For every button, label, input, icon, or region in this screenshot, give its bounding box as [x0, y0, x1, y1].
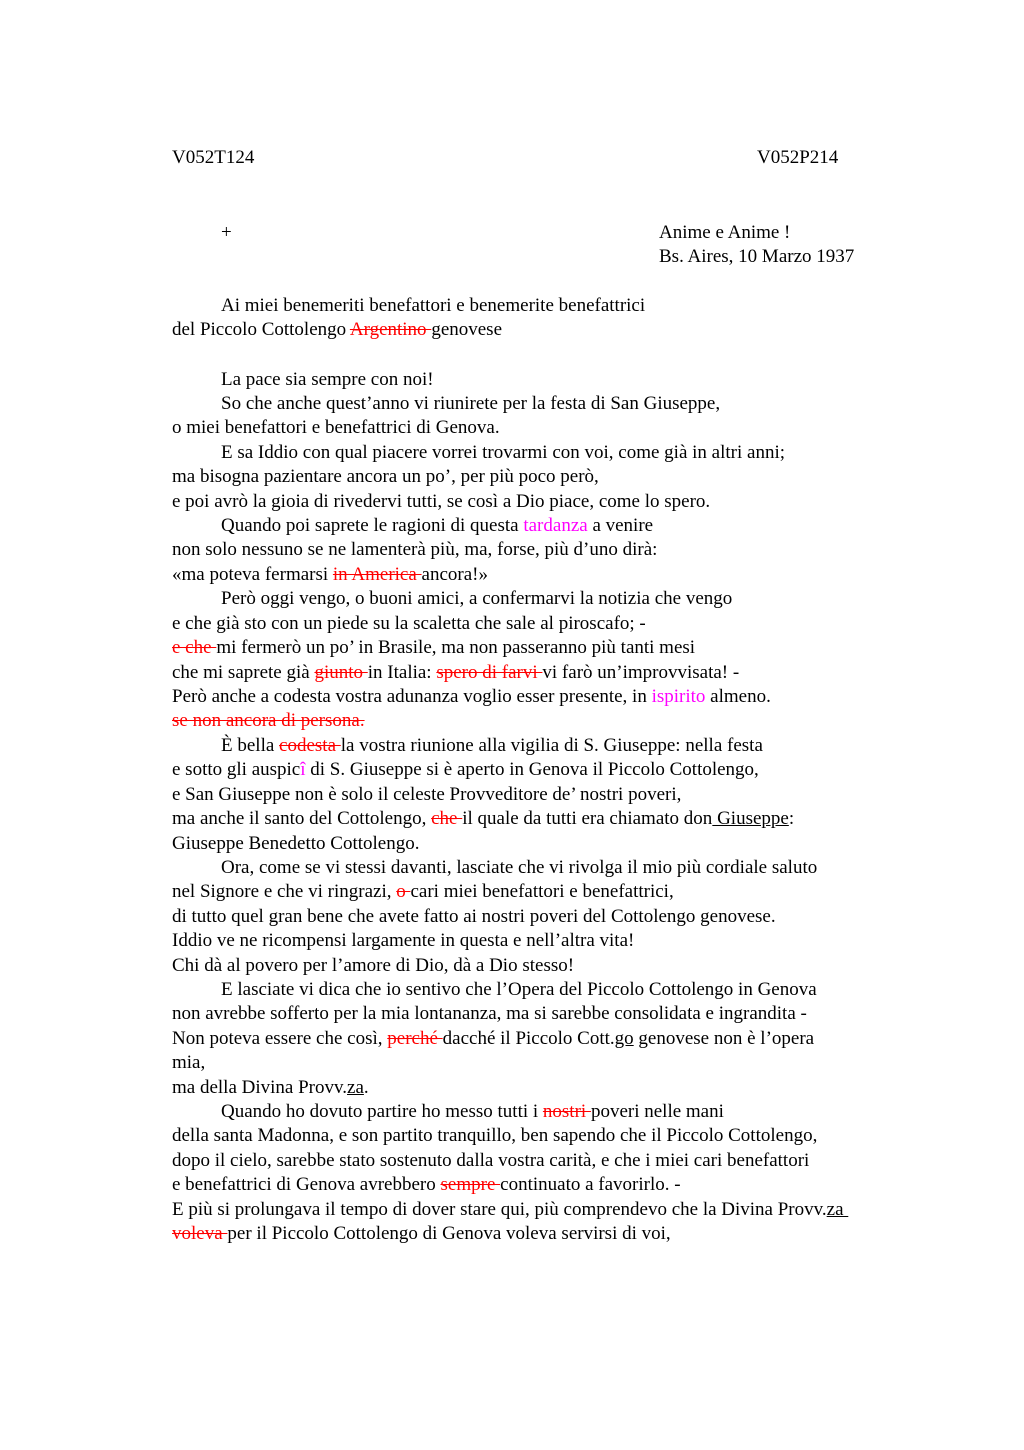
document-code-left: V052T124: [172, 147, 255, 168]
underlined-text: za: [347, 1077, 364, 1098]
text-segment: e benefattrici di Genova avrebbero: [172, 1174, 441, 1195]
place-date: Bs. Aires, 10 Marzo 1937: [659, 246, 855, 267]
body-line: Chi dà al povero per l’amore di Dio, dà a Dio stesso!: [172, 955, 575, 976]
body-line: dopo il cielo, sarebbe stato sostenuto dalla vostra carità, e che i miei cari benefattori: [172, 1150, 810, 1171]
text-segment: almeno.: [705, 686, 771, 707]
text-segment: genovese non è l’opera: [633, 1028, 815, 1049]
underlined-text: go: [614, 1028, 634, 1049]
text-segment: .: [363, 1077, 369, 1098]
body-line: ma bisogna pazientare ancora un po’, per più poco però,: [172, 466, 599, 487]
body-line: [221, 514, 653, 538]
letter-title: Anime e Anime !: [659, 222, 791, 243]
deleted-text: giunto: [314, 662, 368, 683]
text-segment: del Piccolo Cottolengo: [172, 319, 350, 340]
text-segment: che mi saprete già: [172, 662, 315, 683]
highlighted-text: î: [300, 759, 306, 780]
body-line: di tutto quel gran bene che avete fatto ai nostri poveri del Cottolengo genovese.: [172, 906, 776, 927]
body-line: [172, 807, 794, 831]
text-segment: la vostra riunione alla vigilia di S. Giuseppe: nella festa: [340, 735, 763, 756]
deleted-text: spero di farvi: [436, 662, 543, 683]
text-segment: È bella: [221, 735, 280, 756]
deleted-text: in America: [332, 564, 422, 585]
document-code-right: V052P214: [757, 147, 839, 168]
body-line: mia,: [172, 1052, 206, 1073]
text-segment: ancora!»: [421, 564, 489, 585]
body-line: [172, 661, 739, 685]
text-segment: dacché il Piccolo Cott.: [442, 1028, 615, 1049]
text-segment: di S. Giuseppe si è aperto in Genova il Piccolo Cottolengo,: [305, 759, 759, 780]
body-line: non avrebbe sofferto per la mia lontananza, ma si sarebbe consolidata e ingrandita -: [172, 1003, 807, 1024]
text-segment: in Italia:: [367, 662, 437, 683]
text-segment: ma anche il santo del Cottolengo,: [172, 808, 432, 829]
deleted-text: che: [431, 808, 463, 829]
text-segment: continuato a favorirlo. -: [500, 1174, 681, 1195]
body-line: La pace sia sempre con noi!: [221, 369, 434, 390]
text-segment: :: [788, 808, 795, 829]
text-segment: «ma poteva fermarsi: [172, 564, 333, 585]
text-segment: e sotto gli auspic: [172, 759, 301, 780]
text-segment: mi fermerò un po’ in Brasile, ma non passeranno più tanti mesi: [216, 637, 696, 658]
cross-symbol: +: [221, 222, 232, 243]
body-line: e che già sto con un piede su la scaletta che sale al piroscafo; -: [172, 613, 646, 634]
highlighted-text: tardanza: [523, 515, 588, 536]
deleted-text: voleva: [172, 1223, 228, 1244]
deleted-text: sempre: [440, 1174, 501, 1195]
text-segment: poveri nelle mani: [590, 1101, 724, 1122]
body-line: Iddio ve ne ricompensi largamente in questa e nell’altra vita!: [172, 930, 635, 951]
body-line: e San Giuseppe non è solo il celeste Provveditore de’ nostri poveri,: [172, 784, 682, 805]
text-segment: nel Signore e che vi ringrazi,: [172, 881, 397, 902]
body-line: e poi avrò la gioia di rivedervi tutti, se così a Dio piace, come lo spero.: [172, 491, 711, 512]
text-segment: genovese: [431, 319, 503, 340]
underlined-text: Giuseppe: [712, 808, 789, 829]
text-segment: Quando ho dovuto partire ho messo tutti i: [221, 1101, 543, 1122]
text-segment: Però anche a codesta vostra adunanza voglio esser presente, in: [172, 686, 652, 707]
text-segment: ma della Divina Provv.: [172, 1077, 348, 1098]
text-segment: per il Piccolo Cottolengo di Genova voleva servirsi di voi,: [227, 1223, 671, 1244]
text-segment: Quando poi saprete le ragioni di questa: [221, 515, 524, 536]
body-line: Però oggi vengo, o buoni amici, a confermarvi la notizia che vengo: [221, 588, 733, 609]
body-line: [172, 1198, 848, 1222]
body-line: Ora, come se vi stessi davanti, lasciate che vi rivolga il mio più cordiale saluto: [221, 857, 818, 878]
body-line: non solo nessuno se ne lamenterà più, ma, forse, più d’uno dirà:: [172, 539, 658, 560]
body-line: della santa Madonna, e son partito tranquillo, ben sapendo che il Piccolo Cottolengo,: [172, 1125, 818, 1146]
text-segment: il quale da tutti era chiamato don: [462, 808, 713, 829]
body-line: [172, 636, 695, 660]
body-line: [172, 1222, 671, 1246]
body-line: [172, 685, 771, 709]
body-line: o miei benefattori e benefattrici di Genova.: [172, 417, 500, 438]
deleted-text: codesta: [279, 735, 341, 756]
deleted-text: o: [396, 881, 411, 902]
body-line: [172, 758, 759, 782]
address-line-1: Ai miei benemeriti benefattori e benemerite benefattrici: [221, 295, 646, 316]
underlined-text: za: [826, 1199, 849, 1220]
body-line: E lasciate vi dica che io sentivo che l’Opera del Piccolo Cottolengo in Genova: [221, 979, 817, 1000]
body-line: [172, 563, 488, 587]
address-line-2: [172, 318, 502, 342]
body-line: Giuseppe Benedetto Cottolengo.: [172, 833, 420, 854]
body-line: [221, 734, 763, 758]
text-segment: a venire: [587, 515, 654, 536]
body-line: E sa Iddio con qual piacere vorrei trovarmi con voi, come già in altri anni;: [221, 442, 785, 463]
body-line: [172, 1173, 681, 1197]
body-line: So che anche quest’anno vi riunirete per la festa di San Giuseppe,: [221, 393, 721, 414]
deleted-text: perché: [387, 1028, 443, 1049]
deleted-text: nostri: [542, 1101, 591, 1122]
body-line: [172, 709, 365, 733]
body-line: [172, 1076, 369, 1100]
deleted-text: e che: [172, 637, 217, 658]
text-segment: cari miei benefattori e benefattrici,: [410, 881, 674, 902]
text-segment: E più si prolungava il tempo di dover stare qui, più comprendevo che la Divina Provv.: [172, 1199, 827, 1220]
body-line: [172, 1027, 814, 1051]
text-segment: vi farò un’improvvisata! -: [542, 662, 740, 683]
body-line: [221, 1100, 724, 1124]
deleted-text: Argentino: [349, 319, 432, 340]
deleted-text: se non ancora di persona.: [172, 710, 365, 731]
highlighted-text: ispirito: [651, 686, 706, 707]
text-segment: Non poteva essere che così,: [172, 1028, 388, 1049]
body-line: [172, 880, 674, 904]
